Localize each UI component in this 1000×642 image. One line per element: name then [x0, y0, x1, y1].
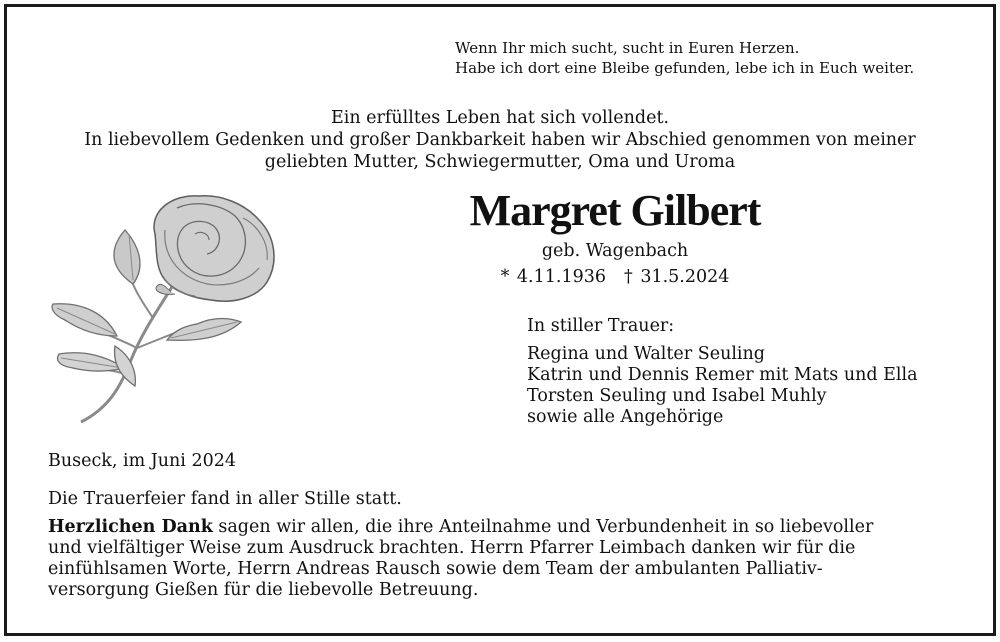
thanks-line-rest: sagen wir allen, die ihre Anteilnahme und Verbundenheit in so liebevoller — [212, 517, 874, 537]
motto-line: Habe ich dort eine Bleibe gefunden, lebe ich in Euch weiter. — [455, 59, 915, 77]
intro-line: Ein erfülltes Leben hat sich vollendet. — [330, 108, 670, 128]
intro-text — [0, 107, 1000, 173]
thanks-paragraph — [48, 517, 948, 601]
intro-line: geliebten Mutter, Schwiegermutter, Oma und Uroma — [264, 152, 736, 172]
mourner-line: Torsten Seuling und Isabel Muhly — [527, 386, 827, 406]
thanks-line — [48, 517, 948, 538]
rose-icon — [45, 190, 285, 426]
death-date: † 31.5.2024 — [624, 267, 730, 287]
mourner-line: Regina und Walter Seuling — [527, 344, 766, 364]
life-dates — [410, 266, 820, 288]
thanks-line: einfühlsamen Worte, Herrn Andreas Rausch sowie dem Team der ambulanten Palliativ- — [48, 559, 823, 579]
mourners-block — [527, 316, 987, 428]
place-date: Buseck, im Juni 2024 — [48, 451, 237, 471]
intro-line: In liebevollem Gedenken und großer Dankbarkeit haben wir Abschied genommen von meiner — [84, 130, 916, 150]
mourner-line: Katrin und Dennis Remer mit Mats und Ella — [527, 365, 918, 385]
birth-date: * 4.11.1936 — [500, 267, 606, 287]
mourners-heading: In stiller Trauer: — [527, 316, 675, 336]
thanks-line: versorgung Gießen für die liebevolle Betreuung. — [48, 580, 479, 600]
motto-line: Wenn Ihr mich sucht, sucht in Euren Herzen. — [455, 39, 800, 57]
thanks-line: und vielfältiger Weise zum Ausdruck brachten. Herrn Pfarrer Leimbach danken wir für die — [48, 538, 856, 558]
maiden-name: geb. Wagenbach — [541, 241, 689, 261]
mourner-line: sowie alle Angehörige — [527, 407, 724, 427]
thanks-bold: Herzlichen Dank — [48, 517, 213, 537]
ceremony-note: Die Trauerfeier fand in aller Stille statt. — [48, 489, 402, 509]
motto-verse — [455, 38, 975, 78]
deceased-name: Margret Gilbert — [469, 186, 761, 235]
